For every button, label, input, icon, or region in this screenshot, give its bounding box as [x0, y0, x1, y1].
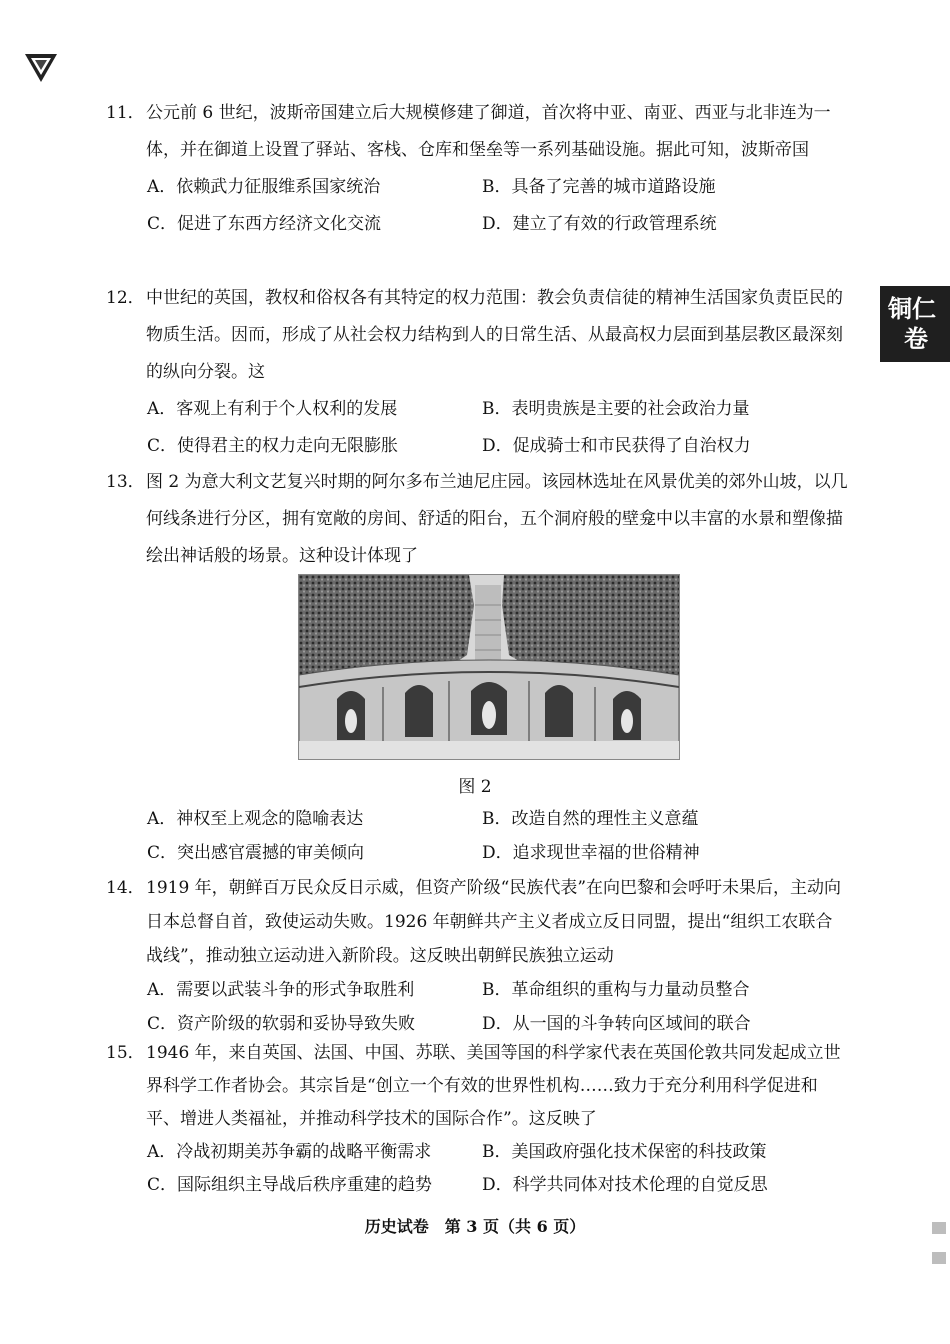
region-tab-line2: 卷	[904, 325, 928, 353]
options	[103, 973, 848, 1041]
option-a[interactable]: A．冷战初期美苏争霸的战略平衡需求	[147, 1142, 432, 1162]
question-stem: 图 2 为意大利文艺复兴时期的阿尔多布兰迪尼庄园。该园林选址在风景优美的郊外山坡，以几何线条进行分区，拥有宽敞的房间、舒适的阳台，五个洞府般的壁龛中以丰富的水景和塑像描绘出神话般的场景。这种设计体现了	[146, 472, 848, 566]
figure-caption: 图 2	[458, 777, 492, 797]
option-d[interactable]: D．从一国的斗争转向区域间的联合	[482, 1014, 751, 1034]
question-stem: 1919 年，朝鲜百万民众反日示威，但资产阶级“民族代表”在向巴黎和会呼吁未果后，主动向日本总督自首，致使运动失败。1926 年朝鲜共产主义者成立反日同盟，提出“组织工农联合战线”，推动独立运动进入新阶段。这反映出朝鲜民族独立运动	[146, 878, 842, 966]
option-b[interactable]: B．美国政府强化技术保密的科技政策	[482, 1142, 767, 1162]
question-13-options	[103, 802, 848, 870]
option-d[interactable]: D．促成骑士和市民获得了自治权力	[482, 436, 751, 456]
question-12	[103, 280, 848, 465]
option-d[interactable]: D．追求现世幸福的世俗精神	[482, 843, 700, 863]
option-a[interactable]: A．需要以武装斗争的形式争取胜利	[147, 980, 415, 1000]
options	[103, 802, 848, 870]
option-d[interactable]: D．建立了有效的行政管理系统	[482, 214, 717, 234]
question-number: 11．	[106, 103, 145, 123]
question-stem: 中世纪的英国，教权和俗权各有其特定的权力范围：教会负责信徒的精神生活国家负责臣民的物质生活。因而，形成了从社会权力结构到人的日常生活、从最高权力层面到基层教区最深刻的纵向分裂。这	[146, 288, 843, 382]
question-13	[103, 464, 848, 575]
option-b[interactable]: B．具备了完善的城市道路设施	[482, 177, 716, 197]
option-c[interactable]: C．资产阶级的软弱和妥协导致失败	[147, 1014, 416, 1034]
question-number: 12．	[106, 288, 145, 308]
region-tab	[880, 286, 950, 362]
option-d[interactable]: D．科学共同体对技术伦理的自觉反思	[482, 1175, 768, 1195]
corner-triangle-mark	[25, 54, 57, 82]
question-11	[103, 95, 848, 243]
question-stem: 公元前 6 世纪，波斯帝国建立后大规模修建了御道，首次将中亚、南亚、西亚与北非连为一体，并在御道上设置了驿站、客栈、仓库和堡垒等一系列基础设施。据此可知，波斯帝国	[146, 103, 831, 160]
options	[103, 391, 848, 465]
option-c[interactable]: C．促进了东西方经济文化交流	[147, 214, 382, 234]
options	[103, 169, 848, 243]
question-number: 13．	[106, 472, 145, 492]
option-a[interactable]: A．神权至上观念的隐喻表达	[147, 809, 364, 829]
option-a[interactable]: A．依赖武力征服维系国家统治	[147, 177, 381, 197]
options	[103, 1136, 848, 1202]
villa-illustration	[299, 575, 679, 759]
question-number: 15．	[106, 1043, 145, 1063]
page-footer: 历史试卷 第 3 页（共 6 页）	[364, 1217, 586, 1236]
option-c[interactable]: C．国际组织主导战后秩序重建的趋势	[147, 1175, 433, 1195]
edge-mark	[932, 1252, 946, 1264]
region-tab-line1: 铜仁	[888, 295, 936, 323]
option-c[interactable]: C．突出感官震撼的审美倾向	[147, 843, 365, 863]
option-b[interactable]: B．改造自然的理性主义意蕴	[482, 809, 699, 829]
question-15	[103, 1037, 848, 1202]
villa-photo	[298, 574, 680, 760]
option-b[interactable]: B．表明贵族是主要的社会政治力量	[482, 399, 750, 419]
question-number: 14．	[106, 878, 145, 898]
option-c[interactable]: C．使得君主的权力走向无限膨胀	[147, 436, 399, 456]
question-14	[103, 871, 848, 1041]
option-a[interactable]: A．客观上有利于个人权利的发展	[147, 399, 398, 419]
edge-mark	[932, 1222, 946, 1234]
option-b[interactable]: B．革命组织的重构与力量动员整合	[482, 980, 750, 1000]
question-stem: 1946 年，来自英国、法国、中国、苏联、美国等国的科学家代表在英国伦敦共同发起成立世界科学工作者协会。其宗旨是“创立一个有效的世界性机构……致力于充分利用科学促进和平、增进人类福祉，并推动科学技术的国际合作”。这反映了	[146, 1043, 841, 1129]
